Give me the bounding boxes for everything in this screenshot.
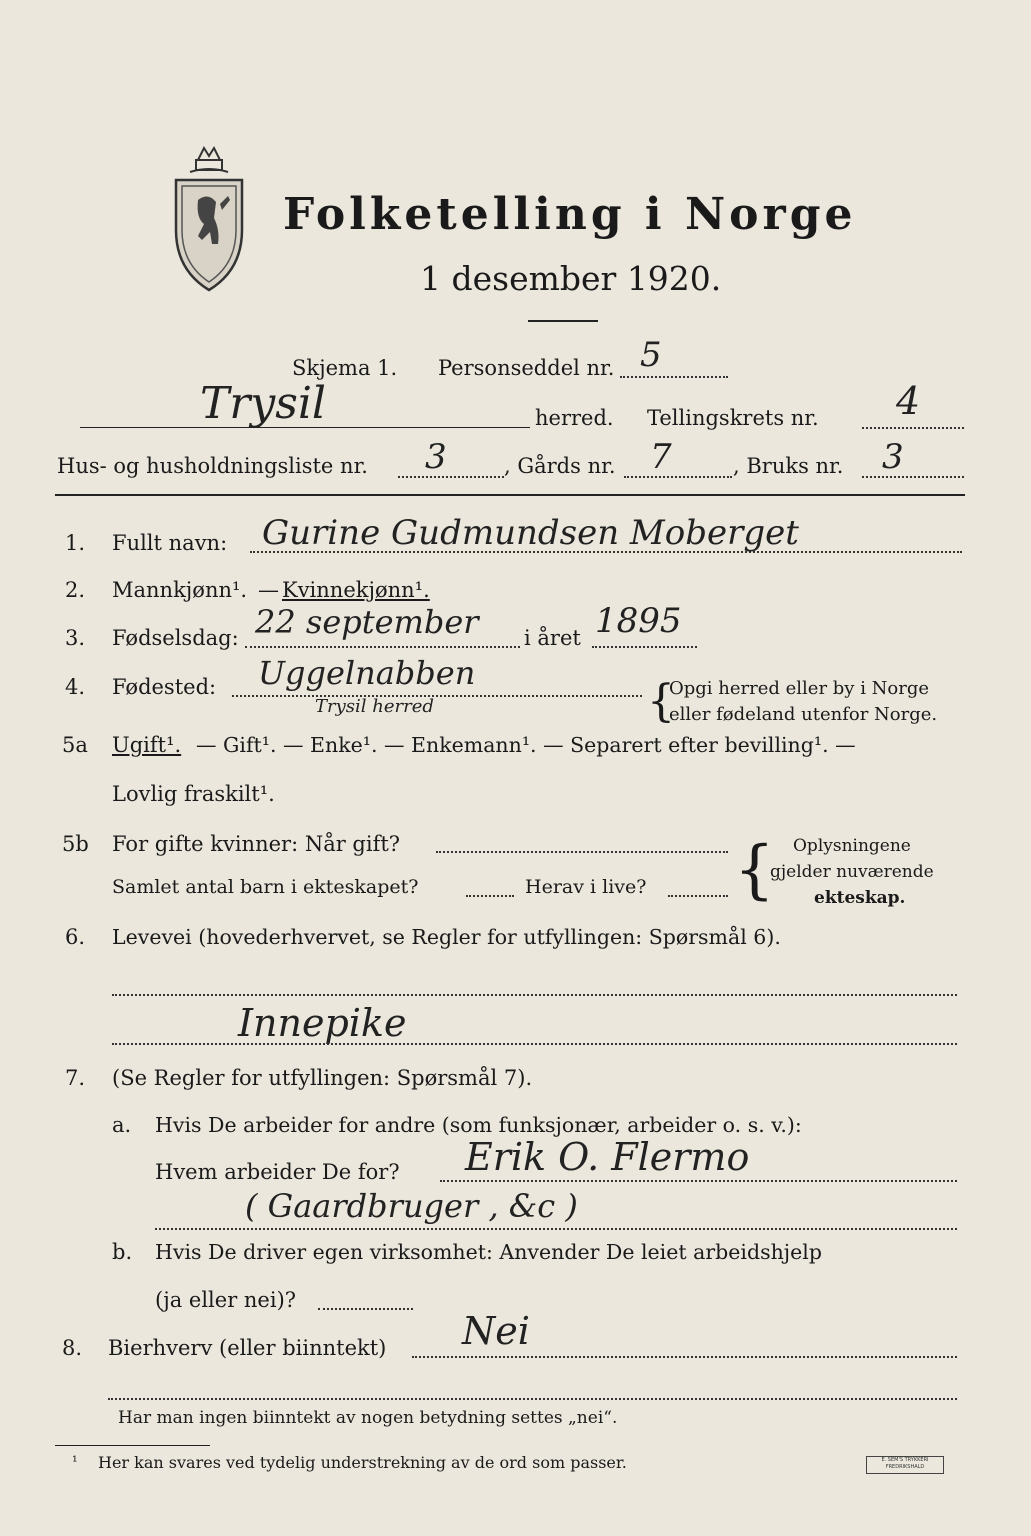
q7a-value: Erik O. Flermo xyxy=(465,1135,750,1179)
q1-number: 1. xyxy=(65,531,86,555)
tellingskrets-label: Tellingskrets nr. xyxy=(647,406,819,430)
q7-label: (Se Regler for utfyllingen: Spørsmål 7). xyxy=(112,1066,533,1090)
q4-brace: { xyxy=(647,676,675,727)
q5b-number: 5b xyxy=(62,832,89,856)
q2-kvinne: Kvinnekjønn¹. xyxy=(282,578,430,602)
q6-value: Innepike xyxy=(238,1001,407,1045)
norwegian-coat-of-arms-emblem xyxy=(168,140,250,292)
q7a-letter: a. xyxy=(112,1113,132,1137)
q3-date-line xyxy=(245,646,520,648)
q5b-label: For gifte kvinner: Når gift? xyxy=(112,832,401,856)
husliste-label: Hus- og husholdningsliste nr. xyxy=(57,454,368,478)
q3-year-line xyxy=(592,646,697,648)
census-date: 1 desember 1920. xyxy=(420,259,722,298)
q6-label: Levevei (hovederhvervet, se Regler for utfyllingen: Spørsmål 6). xyxy=(112,925,781,949)
q1-label: Fullt navn: xyxy=(112,531,228,555)
q4-value: Uggelnabben xyxy=(258,654,476,692)
q7b-label: Hvis De driver egen virksomhet: Anvender De leiet arbeidshjelp xyxy=(155,1240,822,1264)
q5a-options: — Gift¹. — Enke¹. — Enkemann¹. — Separert efter bevilling¹. — xyxy=(196,733,856,757)
q8-number: 8. xyxy=(62,1336,83,1360)
q6-line1 xyxy=(112,994,957,996)
q8-line1 xyxy=(412,1356,957,1358)
q5b-note-line2: gjelder nuværende xyxy=(770,862,934,882)
q7a-label: Hvis De arbeider for andre (som funksjonær, arbeider o. s. v.): xyxy=(155,1113,802,1137)
husliste-line xyxy=(398,476,504,478)
q2-mann: Mannkjønn¹. xyxy=(112,578,248,602)
q3-value: 22 september xyxy=(255,603,479,641)
q7b-letter: b. xyxy=(112,1240,133,1264)
footer-note: Har man ingen biinntekt av nogen betydning settes „nei“. xyxy=(118,1408,618,1428)
footnote-text: Her kan svares ved tydelig understrekning av de ord som passer. xyxy=(98,1453,627,1472)
q6-line2 xyxy=(112,1043,957,1045)
q5b-line xyxy=(436,851,728,853)
q5a-number: 5a xyxy=(62,733,88,757)
personseddel-line xyxy=(620,376,728,378)
gards-value: 7 xyxy=(650,437,672,477)
q5b-brace: { xyxy=(734,833,775,907)
q5b-line2 xyxy=(466,895,514,897)
herred-value: Trysil xyxy=(200,378,326,429)
q4-label: Fødested: xyxy=(112,675,217,699)
q5b-label3: Herav i live? xyxy=(525,876,647,898)
q6-number: 6. xyxy=(65,925,86,949)
q8-label: Bierhverv (eller biinntekt) xyxy=(108,1336,387,1360)
q5b-note-line3: ekteskap. xyxy=(814,888,906,908)
gards-label: , Gårds nr. xyxy=(504,454,616,478)
q5b-note-line1: Oplysningene xyxy=(793,836,911,856)
personseddel-value: 5 xyxy=(640,335,662,375)
q5b-line3 xyxy=(668,895,728,897)
q4-note-line1: Opgi herred eller by i Norge xyxy=(669,678,930,699)
q7a-label2: Hvem arbeider De for? xyxy=(155,1160,400,1184)
footnote-divider xyxy=(55,1445,210,1446)
q7b-line xyxy=(318,1308,413,1310)
q7a-line1 xyxy=(440,1180,957,1182)
husliste-value: 3 xyxy=(425,437,447,477)
q3-aret-label: i året xyxy=(524,626,581,650)
q5a-fraskilt: Lovlig fraskilt¹. xyxy=(112,782,275,806)
q7a-value2: ( Gaardbruger , &c ) xyxy=(245,1187,578,1225)
title-divider xyxy=(528,320,598,322)
personseddel-label: Personseddel nr. xyxy=(438,356,615,380)
tellingskrets-line xyxy=(862,427,964,429)
q4-value-line2: Trysil herred xyxy=(315,696,434,717)
q3-number: 3. xyxy=(65,626,86,650)
q4-note-line2: eller fødeland utenfor Norge. xyxy=(669,704,938,725)
footnote-mark: ¹ xyxy=(72,1454,78,1470)
gards-line xyxy=(624,476,732,478)
bruks-line xyxy=(862,476,964,478)
bruks-label: , Bruks nr. xyxy=(733,454,844,478)
q2-number: 2. xyxy=(65,578,86,602)
q7a-line2 xyxy=(155,1228,957,1230)
herred-label: herred. xyxy=(535,406,614,430)
tellingskrets-value: 4 xyxy=(896,379,921,423)
q4-number: 4. xyxy=(65,675,86,699)
q8-value: Nei xyxy=(462,1309,530,1353)
form-title: Folketelling i Norge xyxy=(283,189,857,240)
q5b-label2: Samlet antal barn i ekteskapet? xyxy=(112,876,419,898)
q2-separator: — xyxy=(258,578,279,602)
q8-line2 xyxy=(108,1398,957,1400)
q7b-label2: (ja eller nei)? xyxy=(155,1288,297,1312)
q4-line xyxy=(232,695,642,697)
q5a-ugift: Ugift¹. xyxy=(112,733,182,757)
q1-value: Gurine Gudmundsen Moberget xyxy=(262,513,799,553)
q3-label: Fødselsdag: xyxy=(112,626,239,650)
header-divider xyxy=(55,494,965,496)
q3-year-value: 1895 xyxy=(595,601,682,641)
printer-stamp: E. SEM'S TRYKKERI FREDRIKSHALD xyxy=(866,1456,944,1474)
bruks-value: 3 xyxy=(882,437,904,477)
q7-number: 7. xyxy=(65,1066,86,1090)
skjema-label: Skjema 1. xyxy=(292,356,398,380)
